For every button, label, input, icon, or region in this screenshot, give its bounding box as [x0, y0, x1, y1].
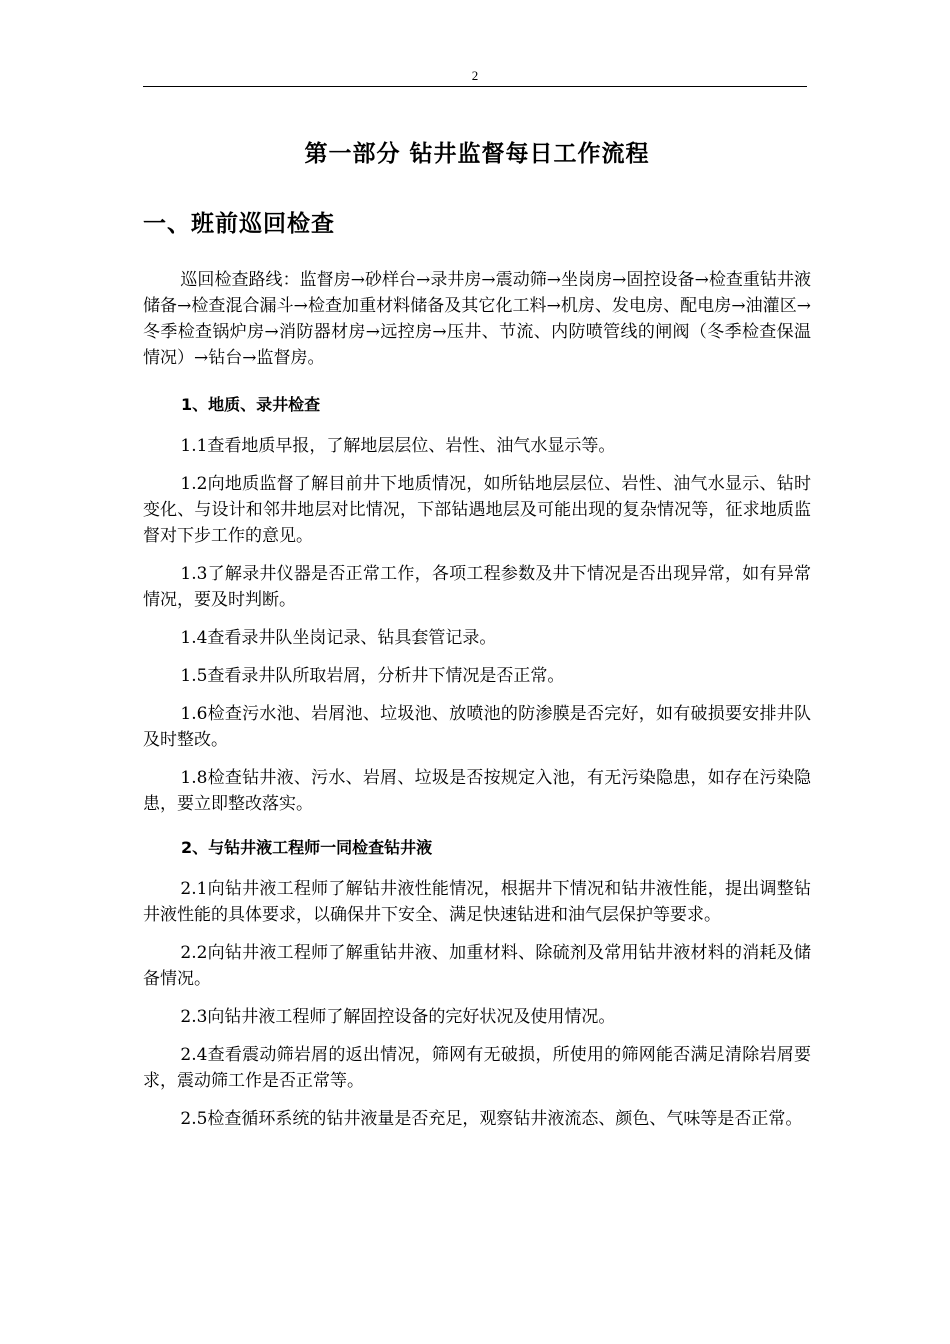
section-title-drilling-fluid: 2、与钻井液工程师一同检查钻井液: [181, 838, 433, 857]
list-item: 1.4查看录井队坐岗记录、钻具套管记录。: [180, 628, 497, 648]
list-item: 2.4查看震动筛岩屑的返出情况，筛网有无破损，所使用的筛网能否满足清除岩屑要求，震动筛工作是否正常等。: [143, 1045, 811, 1091]
part-title: 第一部分 钻井监督每日工作流程: [304, 141, 650, 167]
list-item: 2.1向钻井液工程师了解钻井液性能情况，根据井下情况和钻井液性能，提出调整钻井液性能的具体要求，以确保井下安全、满足快速钻进和油气层保护等要求。: [143, 879, 811, 925]
list-item: 2.5检查循环系统的钻井液量是否充足，观察钻井液流态、颜色、气味等是否正常。: [180, 1109, 803, 1129]
list-item: 2.3向钻井液工程师了解固控设备的完好状况及使用情况。: [180, 1007, 616, 1027]
section-title-geology: 1、地质、录井检查: [181, 395, 321, 414]
page-number: 2: [471, 68, 479, 83]
list-item: 2.2向钻井液工程师了解重钻井液、加重材料、除硫剂及常用钻井液材料的消耗及储备情况。: [143, 943, 811, 989]
list-item: 1.2向地质监督了解目前井下地质情况，如所钻地层层位、岩性、油气水显示、钻时变化、与设计和邻井地层对比情况，下部钻遇地层及可能出现的复杂情况等，征求地质监督对下步工作的意见。: [143, 474, 811, 546]
list-item: 1.6检查污水池、岩屑池、垃圾池、放喷池的防渗膜是否完好，如有破损要安排井队及时整改。: [143, 704, 811, 750]
header-rule: [143, 86, 807, 87]
section-items-drilling-fluid: [143, 876, 811, 1132]
list-item: 1.1查看地质早报，了解地层层位、岩性、油气水显示等。: [180, 436, 616, 456]
list-item: 1.3了解录井仪器是否正常工作，各项工程参数及井下情况是否出现异常，如有异常情况，要及时判断。: [143, 564, 811, 610]
list-item: 1.5查看录井队所取岩屑，分析井下情况是否正常。: [180, 666, 565, 686]
route-paragraph: 巡回检查路线：监督房→砂样台→录井房→震动筛→坐岗房→固控设备→检查重钻井液储备→检查混合漏斗→检查加重材料储备及其它化工料→机房、发电房、配电房→油灌区→冬季检查锅炉房→消防器材房→远控房→压井、节流、内防喷管线的闸阀（冬季检查保温情况）→钻台→监督房。: [143, 270, 811, 368]
list-item: 1.8检查钻井液、污水、岩屑、垃圾是否按规定入池，有无污染隐患，如存在污染隐患，要立即整改落实。: [143, 768, 811, 814]
chapter-title: 一、班前巡回检查: [143, 211, 335, 237]
document-body: [143, 134, 811, 1132]
section-items-geology: [143, 433, 811, 817]
